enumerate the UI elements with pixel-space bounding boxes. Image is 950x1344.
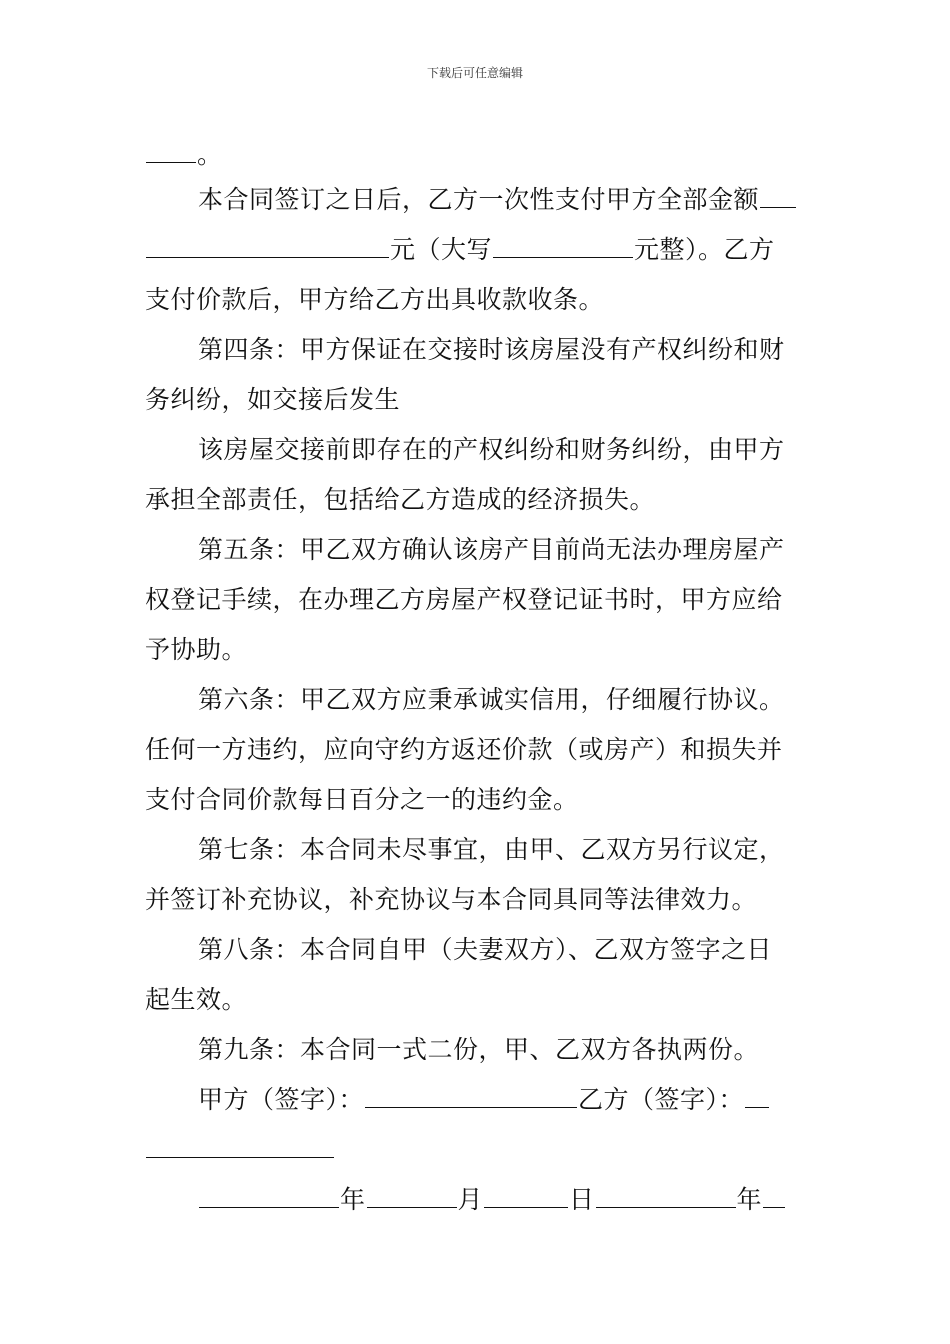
- line-1: [145, 138, 223, 172]
- party-a-signature-label: 甲方（签字）：: [198, 1085, 365, 1114]
- line-18: 起生效。: [145, 985, 248, 1014]
- day-blank: [484, 1183, 568, 1208]
- line-16: 并签订补充协议，补充协议与本合同具同等法律效力。: [145, 885, 758, 914]
- day-label: 日: [569, 1185, 595, 1214]
- party-b-signature-label: 乙方（签字）：: [578, 1085, 745, 1114]
- line-8: 承担全部责任，包括给乙方造成的经济损失。: [145, 485, 656, 514]
- line-14: 支付合同价款每日百分之一的违约金。: [145, 785, 579, 814]
- article-5: 第五条：甲乙双方确认该房产目前尚无法办理房屋产: [198, 535, 785, 564]
- year-blank-2: [596, 1183, 736, 1208]
- year-blank: [199, 1183, 339, 1208]
- blank-field: [146, 233, 389, 258]
- line-13: 任何一方违约，应向守约方返还价款（或房产）和损失并: [145, 735, 783, 764]
- article-9: 第九条：本合同一式二份，甲、乙双方各执两份。: [198, 1035, 760, 1064]
- blank-field: [493, 233, 633, 258]
- article-7: 第七条：本合同未尽事宜，由甲、乙双方另行议定，: [198, 835, 785, 864]
- date-line: [198, 1183, 786, 1217]
- line-text: 。: [197, 140, 223, 169]
- line-text: 元整）。乙方: [634, 235, 775, 264]
- party-a-signature-blank: [365, 1083, 577, 1108]
- article-8: 第八条：本合同自甲（夫妻双方）、乙双方签字之日: [198, 935, 773, 964]
- line-6: 务纠纷，如交接后发生: [145, 385, 401, 414]
- line-10: 权登记手续，在办理乙方房屋产权登记证书时，甲方应给: [145, 585, 783, 614]
- blank-field: [146, 138, 196, 163]
- blank-field: [760, 183, 796, 208]
- line-11: 予协助。: [145, 635, 248, 664]
- signature-continuation: [145, 1133, 335, 1167]
- line-text: 本合同签订之日后，乙方一次性支付甲方全部金额: [198, 185, 760, 214]
- line-7: 该房屋交接前即存在的产权纠纷和财务纠纷，由甲方: [198, 435, 785, 464]
- line-text: 元（大写: [390, 235, 493, 264]
- page-header-note: 下载后可任意编辑: [426, 66, 523, 80]
- month-blank-2: [763, 1183, 785, 1208]
- line-3: [145, 233, 775, 267]
- year-label: 年: [340, 1185, 366, 1214]
- party-b-signature-blank-cont: [146, 1133, 334, 1158]
- year-label-2: 年: [736, 1185, 763, 1214]
- month-blank: [367, 1183, 457, 1208]
- month-label: 月: [457, 1185, 484, 1214]
- article-4: 第四条：甲方保证在交接时该房屋没有产权纠纷和财: [198, 335, 785, 364]
- line-4: 支付价款后，甲方给乙方出具收款收条。: [145, 285, 605, 314]
- signature-line: [198, 1083, 770, 1117]
- article-6: 第六条：甲乙双方应秉承诚实信用，仔细履行协议。: [198, 685, 785, 714]
- line-2: [198, 183, 797, 217]
- party-b-signature-blank: [745, 1083, 769, 1108]
